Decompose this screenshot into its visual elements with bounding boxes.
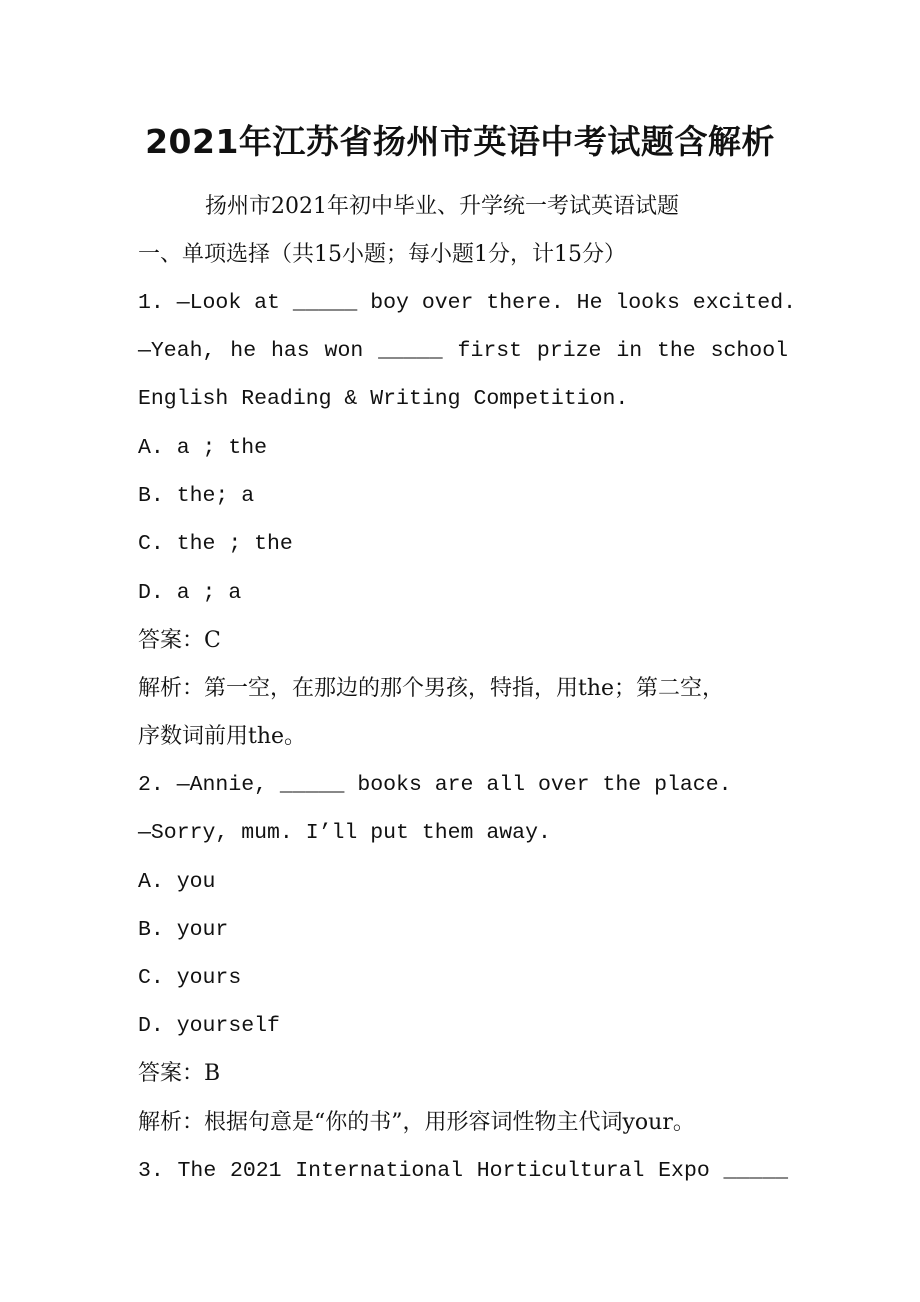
question-1-option-b: B. the; a [138,484,255,508]
question-1-option-c: C. the ; the [138,532,293,556]
exam-subtitle: 扬州市2021年初中毕业、升学统一考试英语试题 [205,194,679,219]
question-2-answer: 答案：B [138,1061,221,1086]
question-2-stem-line-2: —Sorry, mum. I’ll put them away. [138,821,551,845]
question-1-analysis-line-2: 序数词前用the。 [138,724,307,749]
question-1-answer: 答案：C [138,628,221,653]
question-2-option-b: B. your [138,918,229,942]
question-1-stem-line-3: English Reading & Writing Competition. [138,387,629,411]
question-1-analysis-line-1: 解析：第一空，在那边的那个男孩，特指，用the；第二空， [138,676,725,701]
question-2-stem-line-1: 2. —Annie, _____ books are all over the place. [138,773,732,797]
question-1-stem-line-2: —Yeah, he has won _____ first prize in the school [138,339,788,363]
section-heading: 一、单项选择（共15小题；每小题1分，计15分） [138,242,626,267]
question-1-option-a: A. a ; the [138,436,268,460]
question-2-option-d: D. yourself [138,1014,280,1038]
question-3-stem-line-1: 3. The 2021 International Horticultural Expo _____ [138,1159,788,1183]
question-2-analysis-line-1: 解析：根据句意是“你的书”，用形容词性物主代词your。 [138,1110,695,1135]
question-1-option-d: D. a ; a [138,581,242,605]
question-1-stem-line-1: 1. —Look at _____ boy over there. He looks excited. [138,291,797,315]
question-2-option-a: A. you [138,870,216,894]
question-2-option-c: C. yours [138,966,242,990]
document-title: 2021年江苏省扬州市英语中考试题含解析 [145,122,775,161]
